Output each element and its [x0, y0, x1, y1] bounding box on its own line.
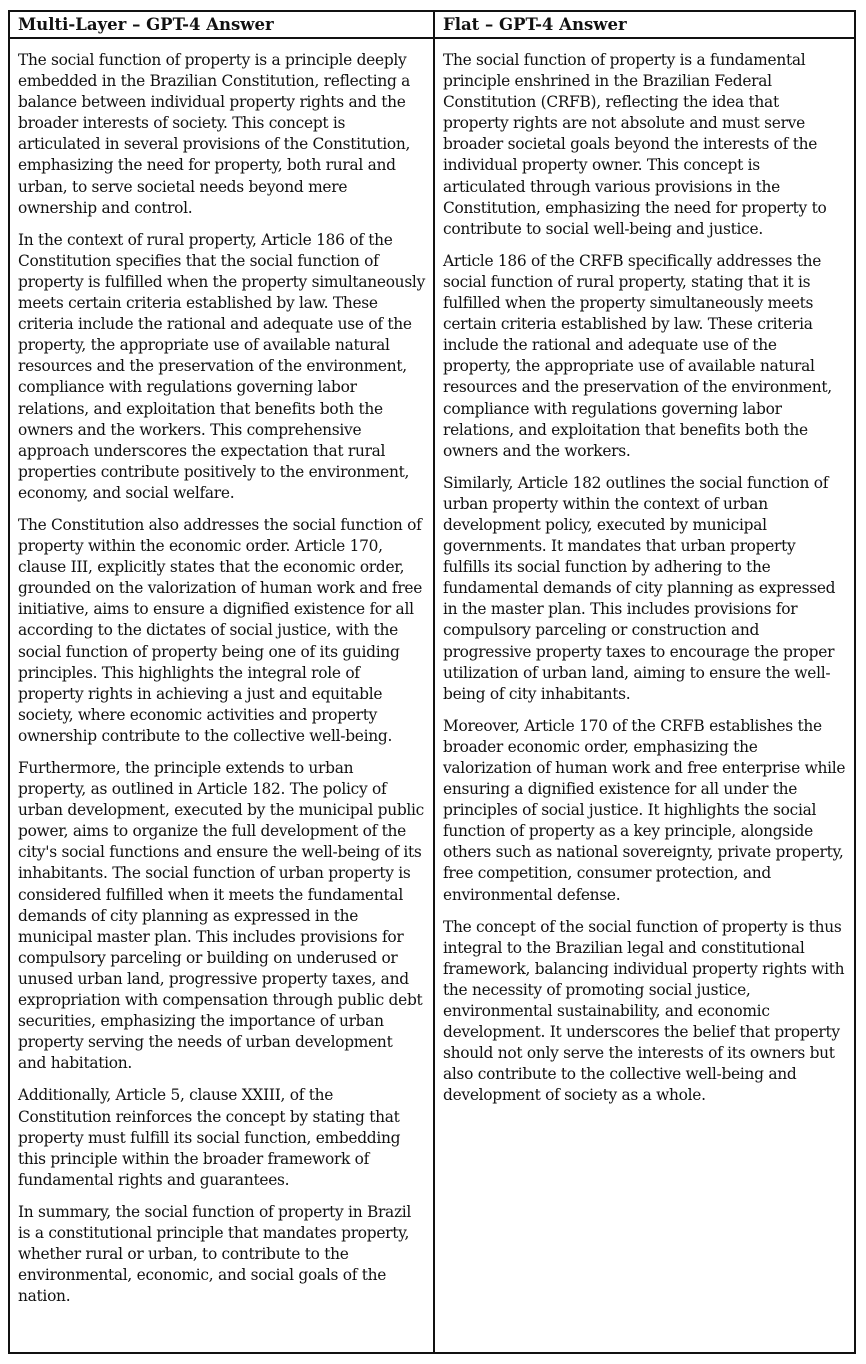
comparison-table [8, 10, 856, 1354]
left-column-header: Multi-Layer – GPT-4 Answer [10, 12, 435, 39]
right-paragraph-3: Similarly, Article 182 outlines the social function of urban property within the context of urban development policy, executed by municipal governments. It mandates that urban property fulfills its social function by adhering to the fundamental demands of city planning as expressed in the master plan. This includes provisions for compulsory parceling or construction and progressive property taxes to encourage the proper utilization of urban land, aiming to ensure the well-being of city inhabitants. [443, 473, 836, 703]
right-column-body [435, 39, 854, 1352]
right-paragraph-4: Moreover, Article 170 of the CRFB establishes the broader economic order, emphasizing the valorization of human work and free enterprise while ensuring a dignified existence for all under the principles of social justice. It highlights the social function of property as a key principle, alongside others such as national sovereignty, private property, free competition, consumer protection, and environmental defense. [443, 716, 846, 904]
left-paragraph-1: The social function of property is a principle deeply embedded in the Brazilian Constitution, reflecting a balance between individual property rights and the broader interests of society. This concept is articulated in several provisions of the Constitution, emphasizing the need for property, both rural and urban, to serve societal needs beyond mere ownership and control. [18, 51, 411, 217]
right-paragraph-5: The concept of the social function of property is thus integral to the Brazilian legal and constitutional framework, balancing individual property rights with the necessity of promoting social justice, environmental sustainability, and economic development. It underscores the belief that property should not only serve the interests of its owners but also contribute to the collective well-being and development of society as a whole. [443, 917, 845, 1105]
left-paragraph-4: Furthermore, the principle extends to urban property, as outlined in Article 182. The policy of urban development, executed by the municipal public power, aims to organize the full development of the city's social functions and ensure the well-being of its inhabitants. The social function of urban property is considered fulfilled when it meets the fundamental demands of city planning as expressed in the municipal master plan. This includes provisions for compulsory parceling or building on underused or unused urban land, progressive property taxes, and expropriation with compensation through public debt securities, emphasizing the importance of urban property serving the needs of urban development and habitation. [18, 759, 425, 1073]
left-column-body [10, 39, 435, 1352]
right-paragraph-2: Article 186 of the CRFB specifically addresses the social function of rural property, stating that it is fulfilled when the property simultaneously meets certain criteria established by law. These criteria include the rational and adequate use of the property, the appropriate use of available natural resources and the preservation of the environment, compliance with regulations governing labor relations, and exploitation that benefits both the owners and the workers. [443, 251, 832, 460]
right-column-header: Flat – GPT-4 Answer [435, 12, 854, 39]
right-paragraph-1: The social function of property is a fundamental principle enshrined in the Brazilian Federal Constitution (CRFB), reflecting the idea that property rights are not absolute and must serve broader societal goals beyond the interests of the individual property owner. This concept is articulated through various provisions in the Constitution, emphasizing the need for property to contribute to social well-being and justice. [443, 51, 827, 238]
left-paragraph-2: In the context of rural property, Article 186 of the Constitution specifies that the social function of property is fulfilled when the property simultaneously meets certain criteria established by law. These criteria include the rational and adequate use of the property, the appropriate use of available natural resources and the preservation of the environment, compliance with regulations governing labor relations, and exploitation that benefits both the owners and the workers. This comprehensive approach underscores the expectation that rural properties contribute positively to the environment, economy, and social welfare. [18, 230, 425, 502]
left-paragraph-5: Additionally, Article 5, clause XXIII, of the Constitution reinforces the concept by stating that property must fulfill its social function, embedding this principle within the broader framework of fundamental rights and guarantees. [18, 1086, 401, 1189]
left-paragraph-6: In summary, the social function of property in Brazil is a constitutional principle that mandates property, whether rural or urban, to contribute to the environmental, economic, and social goals of the nation. [18, 1202, 412, 1306]
left-paragraph-3: The Constitution also addresses the social function of property within the economic order. Article 170, clause III, explicitly states that the economic order, grounded on the valorization of human work and free initiative, aims to ensure a dignified existence for all according to the dictates of social justice, with the social function of property being one of its guiding principles. This highlights the integral role of property rights in achieving a just and equitable society, where economic activities and property ownership contribute to the collective well-being. [18, 515, 423, 745]
